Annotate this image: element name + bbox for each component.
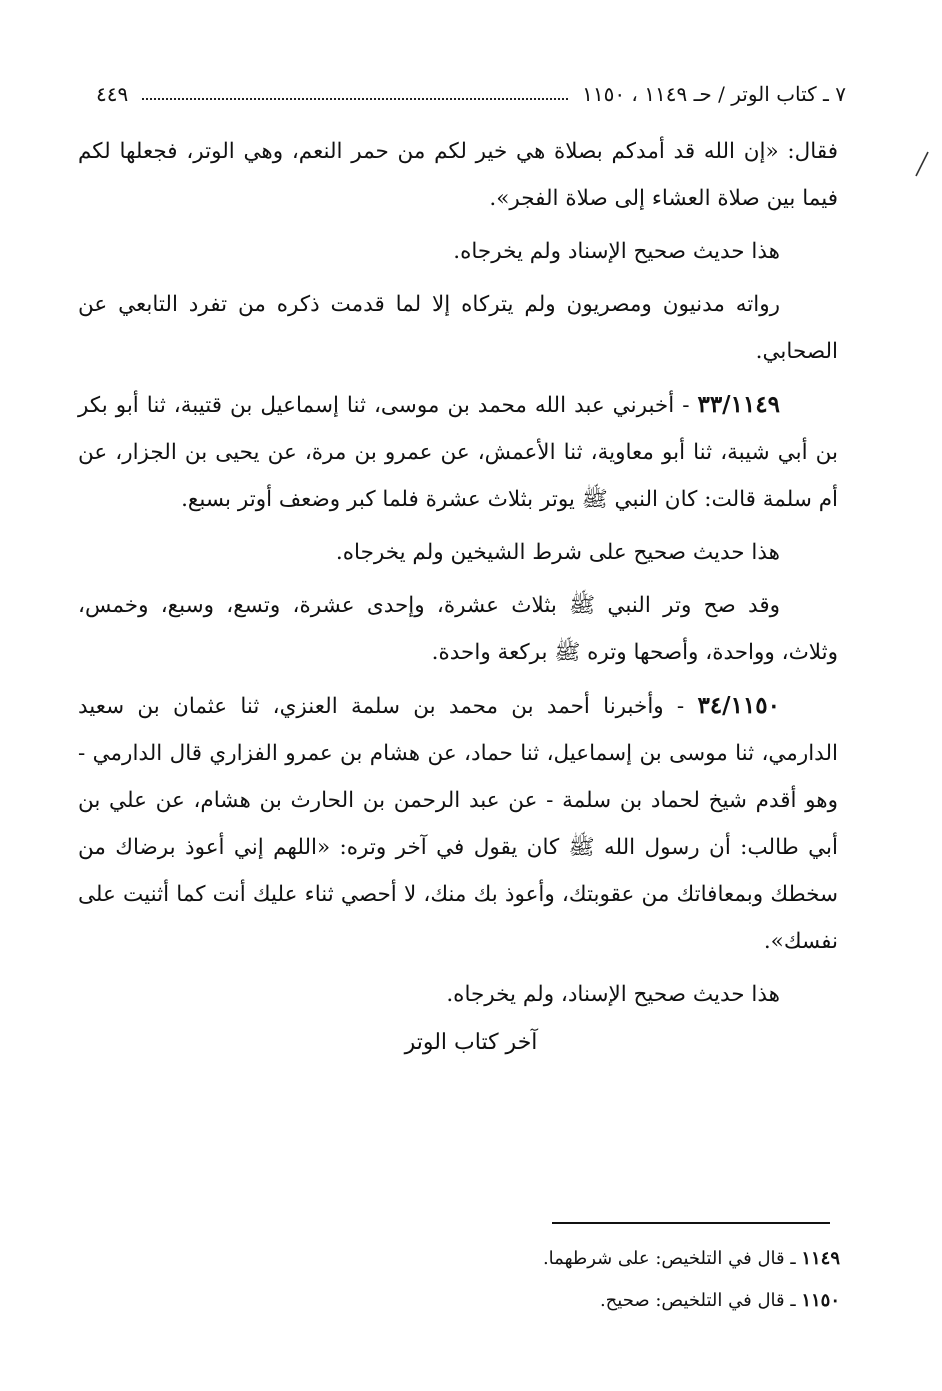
hadith-number: ٣٤/١١٥٠ <box>697 692 780 719</box>
footnote-text: ـ قال في التلخيص: صحيح. <box>599 1290 802 1311</box>
main-text <box>78 128 838 1018</box>
hadith-text: - وأخبرنا أحمد بن محمد بن سلمة العنزي، ثنا عثمان بن سعيد الدارمي، ثنا موسى بن إسماعيل، ثنا حماد، عن هشام بن عمرو الفزاري قال الدارمي - وهو أقدم شيخ لحماد بن سلمة - عن عبد الرحمن بن الحارث بن هشام، عن علي بن أبي طالب: أن رسول الله ﷺ كان يقول في آخر وتره: «اللهم إني أعوذ برضاك من سخطك وبمعافاتك من عقوبتك، وأعوذ بك منك، لا أحصي ثناء عليك أنت كما أثنيت على نفسك». <box>78 694 838 954</box>
footnote-number: ١١٥٠ <box>801 1290 840 1311</box>
paragraph-narrators-note: رواته مدنيون ومصريون ولم يتركاه إلا لما قدمت ذكره من تفرد التابعي عن الصحابي. <box>78 292 838 364</box>
footnote-number: ١١٤٩ <box>801 1248 840 1269</box>
footnote-divider <box>552 1222 830 1224</box>
hadith-1150 <box>78 682 838 965</box>
paragraph-witr-note: وقد صح وتر النبي ﷺ بثلاث عشرة، وإحدى عشرة، وتسع، وسبع، وخمس، وثلاث، وواحدة، وأصحها وتره ﷺ بركعة واحدة. <box>78 593 838 665</box>
margin-pencil-mark <box>914 150 930 178</box>
footnote <box>300 1238 840 1280</box>
chapter-closing: آخر كتاب الوتر <box>404 1030 538 1055</box>
page-header <box>96 76 846 112</box>
paragraph-grading: هذا حديث صحيح الإسناد ولم يخرجاه. <box>453 239 780 264</box>
header-dot-leader <box>142 98 568 100</box>
paragraph-grading: هذا حديث صحيح الإسناد، ولم يخرجاه. <box>446 982 780 1007</box>
hadith-number: ٣٣/١١٤٩ <box>697 391 780 418</box>
paragraph-hadith-continuation: فقال: «إن الله قد أمدكم بصلاة هي خير لكم من حمر النعم، وهي الوتر، فجعلها لكم فيما بين صلاة العشاء إلى صلاة الفجر». <box>78 139 838 211</box>
hadith-text: - أخبرني عبد الله محمد بن موسى، ثنا إسماعيل بن قتيبة، ثنا أبو بكر بن أبي شيبة، ثنا أبو معاوية، ثنا الأعمش، عن عمرو بن مرة، عن يحيى بن الجزار، عن أم سلمة قالت: كان النبي ﷺ يوتر بثلاث عشرة فلما كبر وضعف أوتر بسبع. <box>78 393 838 512</box>
footnote <box>300 1280 840 1322</box>
page-number: ٤٤٩ <box>96 82 129 106</box>
hadith-1149 <box>78 381 838 523</box>
footnote-text: ـ قال في التلخيص: على شرطهما. <box>542 1248 802 1269</box>
footnotes <box>300 1238 840 1322</box>
paragraph-grading: هذا حديث صحيح على شرط الشيخين ولم يخرجاه. <box>335 540 780 565</box>
running-title: ٧ ـ كتاب الوتر / حـ ١١٤٩ ، ١١٥٠ <box>582 82 846 106</box>
